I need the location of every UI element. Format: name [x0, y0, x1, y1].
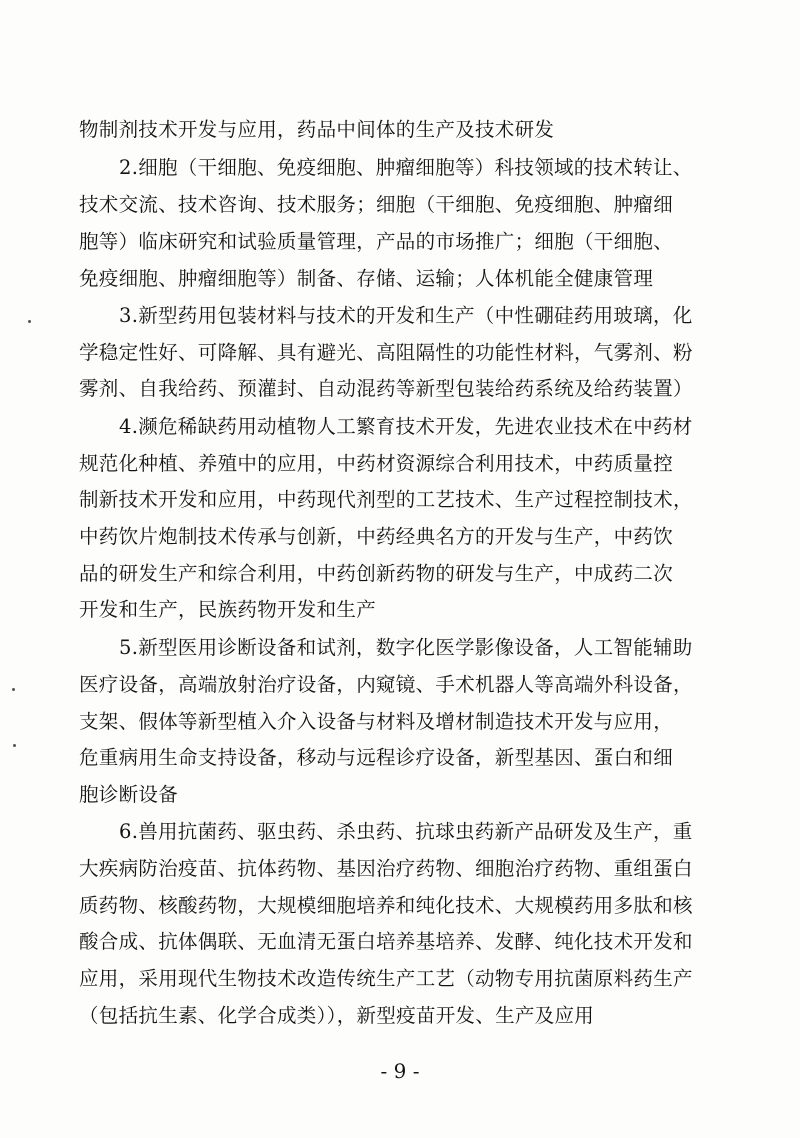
text-line: 质药物、核酸药物，大规模细胞培养和纯化技术、大规模药用多肽和核	[79, 894, 693, 917]
page-number: - 9 -	[380, 1059, 420, 1083]
text-line: 免疫细胞、肿瘤细胞等）制备、存储、运输；人体机能全健康管理	[79, 267, 654, 290]
text-line: 危重病用生命支持设备，移动与远程诊疗设备，新型基因、蛋白和细	[79, 746, 674, 769]
text-line: 技术交流、技术咨询、技术服务；细胞（干细胞、免疫细胞、肿瘤细	[79, 193, 674, 216]
text-line: 胞等）临床研究和试验质量管理，产品的市场推广；细胞（干细胞、	[79, 230, 674, 253]
text-line: 3.新型药用包装材料与技术的开发和生产（中性硼硅药用玻璃，化	[119, 304, 693, 327]
text-line: 雾剂、自我给药、预灌封、自动混药等新型包装给药系统及给药装置）	[79, 377, 693, 400]
text-line: 4.濒危稀缺药用动植物人工繁育技术开发，先进农业技术在中药材	[119, 415, 693, 438]
text-line: 支架、假体等新型植入介入设备与材料及增材制造技术开发与应用，	[79, 710, 674, 733]
text-line: 酸合成、抗体偶联、无血清无蛋白培养基培养、发酵、纯化技术开发和	[79, 930, 693, 953]
text-line: 胞诊断设备	[79, 783, 179, 806]
scan-speck	[28, 320, 31, 323]
scan-speck	[13, 744, 16, 747]
text-line: 6.兽用抗菌药、驱虫药、杀虫药、抗球虫药新产品研发及生产，重	[119, 820, 693, 843]
scan-speck	[12, 688, 15, 691]
text-line: 制新技术开发和应用，中药现代剂型的工艺技术、生产过程控制技术，	[79, 488, 693, 511]
text-line: 大疾病防治疫苗、抗体药物、基因治疗药物、细胞治疗药物、重组蛋白	[79, 857, 693, 880]
text-line: 物制剂技术开发与应用，药品中间体的生产及技术研发	[79, 118, 555, 141]
text-line: 应用，采用现代生物技术改造传统生产工艺（动物专用抗菌原料药生产	[79, 967, 693, 990]
text-line: 5.新型医用诊断设备和试剂，数字化医学影像设备，人工智能辅助	[119, 636, 693, 659]
text-line: 医疗设备，高端放射治疗设备，内窥镜、手术机器人等高端外科设备，	[79, 673, 693, 696]
text-line: 品的研发生产和综合利用，中药创新药物的研发与生产，中成药二次	[79, 562, 674, 585]
text-line: （包括抗生素、化学合成类）），新型疫苗开发、生产及应用	[79, 1004, 595, 1027]
text-line: 中药饮片炮制技术传承与创新，中药经典名方的开发与生产，中药饮	[79, 525, 674, 548]
text-line: 2.细胞（干细胞、免疫细胞、肿瘤细胞等）科技领域的技术转让、	[119, 156, 693, 179]
text-line: 规范化种植、养殖中的应用，中药材资源综合利用技术，中药质量控	[79, 452, 674, 475]
text-line: 开发和生产，民族药物开发和生产	[79, 598, 377, 621]
text-line: 学稳定性好、可降解、具有避光、高阻隔性的功能性材料，气雾剂、粉	[79, 341, 693, 364]
